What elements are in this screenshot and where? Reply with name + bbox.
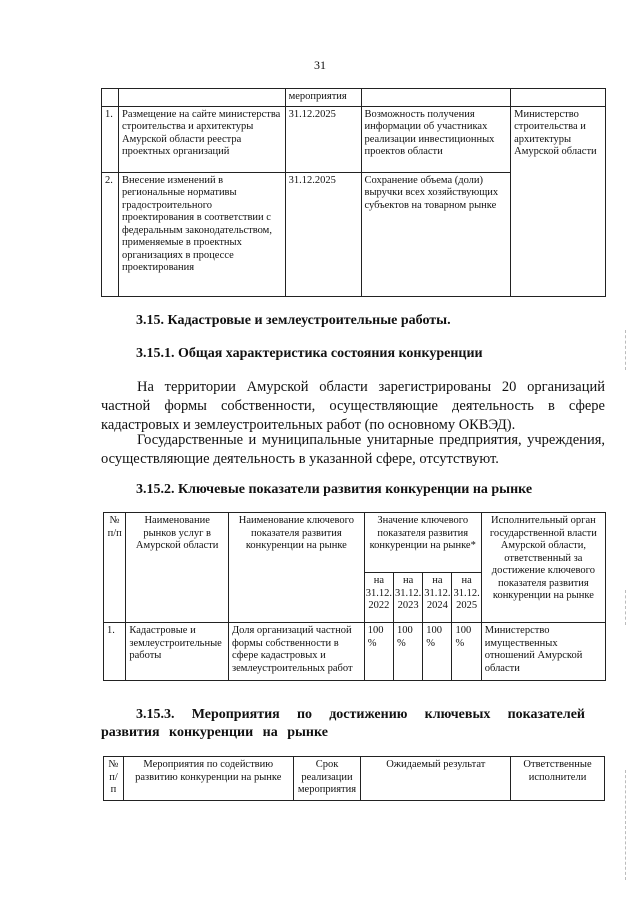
header-expected-result: Ожидаемый результат — [361, 757, 511, 801]
section-heading-3-15: 3.15. Кадастровые и землеустроительные работы. — [136, 313, 451, 328]
header-responsible: Ответственные исполнители — [511, 757, 605, 801]
measures-table-continued — [101, 88, 606, 297]
key-indicator: Доля организаций частной формы собственности в сфере кадастровых и землеустроительных работ — [228, 623, 364, 681]
value-2024: 100 % — [423, 623, 452, 681]
page-number: 31 — [314, 58, 326, 72]
value-2023: 100 % — [393, 623, 422, 681]
year-2025-header: на 31.12. 2025 — [452, 573, 481, 623]
header-empty-result — [361, 89, 511, 107]
measure-text: Внесение изменений в региональные нормативы градостроительного проектирования в соответствии с федеральным законодательством, применяемые в проектных организациях в процессе проектирования — [118, 172, 285, 296]
key-indicators-table — [103, 512, 606, 681]
scan-edge-line — [624, 770, 626, 880]
section-heading-3-15-3: 3.15.3. Мероприятия по достижению ключевых показателей развития конкуренции на рынке — [101, 707, 585, 740]
row-number: 1. — [102, 106, 119, 172]
value-2025: 100 % — [452, 623, 481, 681]
header-term: Срок реализации мероприятия — [293, 757, 361, 801]
header-empty-num — [102, 89, 119, 107]
row-number: 1. — [104, 623, 126, 681]
header-measure: Мероприятия по содействию развитию конкуренции на рынке — [123, 757, 293, 801]
executive-authority: Министерство имущественных отношений Амурской области — [481, 623, 605, 681]
scan-edge-line — [624, 590, 626, 625]
year-2022-header: на 31.12. 2022 — [364, 573, 393, 623]
scan-edge-line — [624, 330, 626, 370]
paragraph-unitary: Государственные и муниципальные унитарные предприятия, учреждения, осуществляющие деятельность в указанной сфере, отсутствуют. — [101, 432, 605, 467]
value-2022: 100 % — [364, 623, 393, 681]
measures-table — [103, 756, 605, 801]
deadline: 31.12.2025 — [285, 172, 361, 296]
expected-result: Возможность получения информации об участниках реализации инвестиционных проектов области — [361, 106, 511, 172]
section-heading-3-15-1: 3.15.1. Общая характеристика состояния конкуренции — [136, 346, 483, 361]
header-number: № п/п — [104, 513, 126, 623]
service-market: Кадастровые и землеустроительные работы — [126, 623, 229, 681]
section-heading-3-15-2: 3.15.2. Ключевые показатели развития конкуренции на рынке — [136, 482, 533, 497]
header-number: № п/п — [104, 757, 124, 801]
measure-text: Размещение на сайте министерства строительства и архитектуры Амурской области реестра проектных организаций — [118, 106, 285, 172]
header-service-market: Наименование рынков услуг в Амурской области — [126, 513, 229, 623]
header-fragment-term: мероприятия — [285, 89, 361, 107]
header-empty-measure — [118, 89, 285, 107]
header-key-indicator: Наименование ключевого показателя развития конкуренции на рынке — [228, 513, 364, 623]
header-indicator-value: Значение ключевого показателя развития конкуренции на рынке* — [364, 513, 481, 573]
expected-result: Сохранение объема (доли) выручки всех хозяйствующих субъектов на товарном рынке — [361, 172, 511, 296]
row-number: 2. — [102, 172, 119, 296]
paragraph-organizations: На территории Амурской области зарегистрированы 20 организаций частной формы собственности, осуществляющие деятельность в сфере кадастровых и землеустроительных работ (по основному ОКВЭД). — [101, 379, 605, 433]
header-empty-responsible — [511, 89, 606, 107]
header-executive-authority: Исполнительный орган государственной власти Амурской области, ответственный за достижение ключевого показателя развития конкуренции на рынке — [481, 513, 605, 623]
year-2024-header: на 31.12. 2024 — [423, 573, 452, 623]
deadline: 31.12.2025 — [285, 106, 361, 172]
year-2023-header: на 31.12. 2023 — [393, 573, 422, 623]
responsible-executor: Министерство строительства и архитектуры Амурской области — [511, 106, 606, 296]
